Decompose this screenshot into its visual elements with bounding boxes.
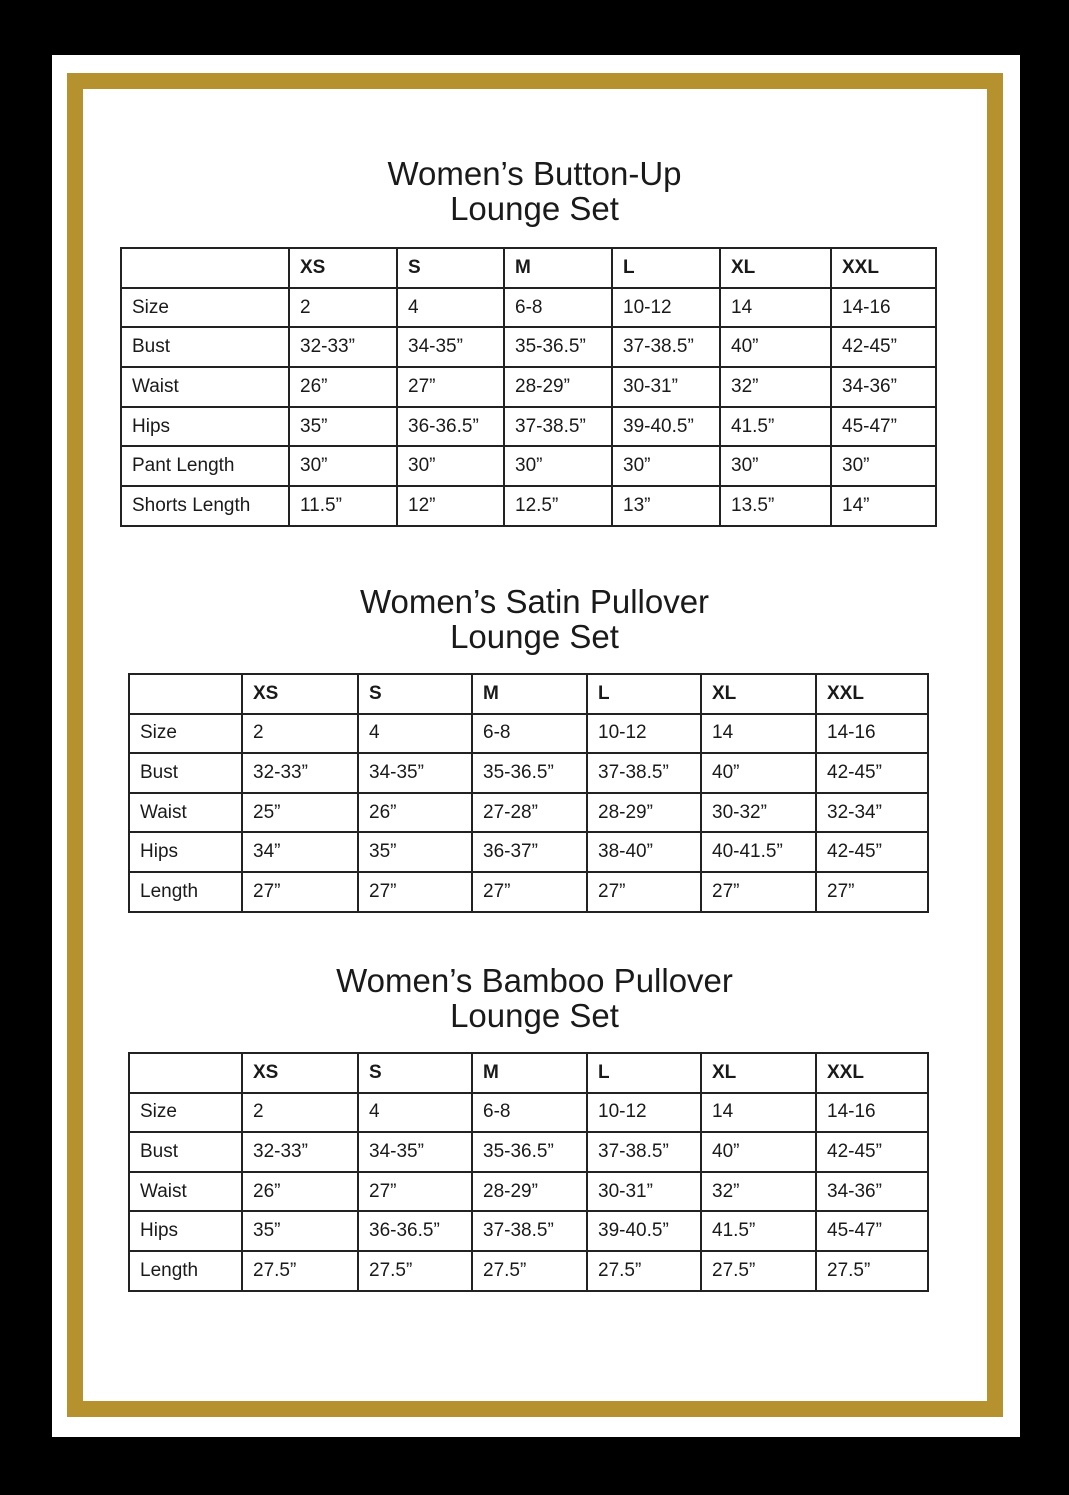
table-cell: 41.5”	[701, 1211, 816, 1251]
row-label: Pant Length	[121, 446, 289, 486]
table-cell: 25”	[242, 793, 358, 833]
table-cell: 35-36.5”	[472, 753, 587, 793]
row-label: Waist	[121, 367, 289, 407]
row-label: Shorts Length	[121, 486, 289, 526]
table-cell: 14”	[831, 486, 936, 526]
table-cell: 30-32”	[701, 793, 816, 833]
table-cell: 35”	[289, 407, 397, 447]
table-cell: 37-38.5”	[612, 327, 720, 367]
table-cell: 14	[701, 714, 816, 754]
header-size-xl: XL	[701, 674, 816, 714]
table-cell: 27”	[701, 872, 816, 912]
satin-title	[0, 584, 1069, 654]
table-row	[129, 1211, 928, 1251]
table-cell: 32”	[701, 1172, 816, 1212]
bamboo-title	[0, 963, 1069, 1033]
table-cell: 27”	[816, 872, 928, 912]
table-cell: 14-16	[831, 288, 936, 328]
table-cell: 27”	[397, 367, 504, 407]
table-cell: 40-41.5”	[701, 832, 816, 872]
table-cell: 10-12	[587, 1093, 701, 1133]
table-cell: 27.5”	[358, 1251, 472, 1291]
button-up-title-line1: Women’s Button-Up	[387, 155, 682, 192]
table-cell: 27.5”	[701, 1251, 816, 1291]
table-cell: 37-38.5”	[587, 1132, 701, 1172]
table-cell: 30”	[612, 446, 720, 486]
button-up-title	[0, 156, 1069, 226]
header-corner-cell	[121, 248, 289, 288]
row-label: Hips	[129, 1211, 242, 1251]
table-cell: 37-38.5”	[587, 753, 701, 793]
table-cell: 13.5”	[720, 486, 831, 526]
row-label: Hips	[129, 832, 242, 872]
table-row	[129, 1172, 928, 1212]
table-cell: 11.5”	[289, 486, 397, 526]
table-cell: 30-31”	[612, 367, 720, 407]
row-label: Size	[129, 1093, 242, 1133]
table-row	[121, 367, 936, 407]
table-cell: 32”	[720, 367, 831, 407]
header-size-xl: XL	[720, 248, 831, 288]
table-cell: 26”	[289, 367, 397, 407]
table-cell: 14-16	[816, 1093, 928, 1133]
table-cell: 34-36”	[831, 367, 936, 407]
table-header-row	[121, 248, 936, 288]
row-label: Bust	[121, 327, 289, 367]
table-cell: 14	[701, 1093, 816, 1133]
header-size-s: S	[397, 248, 504, 288]
table-cell: 27.5”	[587, 1251, 701, 1291]
table-cell: 32-33”	[242, 1132, 358, 1172]
table-cell: 26”	[242, 1172, 358, 1212]
row-label: Length	[129, 1251, 242, 1291]
table-cell: 32-33”	[289, 327, 397, 367]
table-cell: 2	[242, 1093, 358, 1133]
satin-size-table	[128, 673, 929, 913]
table-cell: 27”	[358, 872, 472, 912]
table-cell: 42-45”	[816, 753, 928, 793]
table-cell: 14-16	[816, 714, 928, 754]
table-cell: 37-38.5”	[504, 407, 612, 447]
table-cell: 6-8	[472, 714, 587, 754]
table-cell: 30”	[831, 446, 936, 486]
table-cell: 2	[242, 714, 358, 754]
header-size-l: L	[587, 1053, 701, 1093]
table-row	[129, 753, 928, 793]
row-label: Hips	[121, 407, 289, 447]
table-cell: 39-40.5”	[612, 407, 720, 447]
row-label: Bust	[129, 1132, 242, 1172]
table-cell: 45-47”	[816, 1211, 928, 1251]
header-size-l: L	[587, 674, 701, 714]
header-size-xs: XS	[289, 248, 397, 288]
bamboo-size-table	[128, 1052, 929, 1292]
header-size-xl: XL	[701, 1053, 816, 1093]
table-cell: 30”	[289, 446, 397, 486]
table-cell: 36-37”	[472, 832, 587, 872]
table-cell: 27.5”	[472, 1251, 587, 1291]
table-cell: 37-38.5”	[472, 1211, 587, 1251]
table-cell: 35”	[358, 832, 472, 872]
table-cell: 42-45”	[816, 1132, 928, 1172]
table-cell: 42-45”	[831, 327, 936, 367]
table-cell: 10-12	[612, 288, 720, 328]
button-up-title-line2: Lounge Set	[450, 190, 619, 227]
table-cell: 27”	[472, 872, 587, 912]
row-label: Size	[121, 288, 289, 328]
header-size-xs: XS	[242, 1053, 358, 1093]
table-cell: 30-31”	[587, 1172, 701, 1212]
satin-title-line1: Women’s Satin Pullover	[359, 583, 710, 620]
table-cell: 6-8	[504, 288, 612, 328]
table-cell: 42-45”	[816, 832, 928, 872]
table-cell: 45-47”	[831, 407, 936, 447]
bamboo-title-line2: Lounge Set	[450, 997, 619, 1034]
button-up-size-table	[120, 247, 937, 527]
table-cell: 34”	[242, 832, 358, 872]
table-cell: 35”	[242, 1211, 358, 1251]
header-size-m: M	[504, 248, 612, 288]
table-cell: 34-36”	[816, 1172, 928, 1212]
table-cell: 4	[358, 1093, 472, 1133]
header-size-m: M	[472, 674, 587, 714]
table-cell: 38-40”	[587, 832, 701, 872]
table-cell: 41.5”	[720, 407, 831, 447]
table-cell: 10-12	[587, 714, 701, 754]
header-size-xs: XS	[242, 674, 358, 714]
table-row	[129, 872, 928, 912]
row-label: Waist	[129, 793, 242, 833]
table-cell: 12.5”	[504, 486, 612, 526]
table-cell: 28-29”	[587, 793, 701, 833]
table-cell: 30”	[720, 446, 831, 486]
table-cell: 4	[358, 714, 472, 754]
table-cell: 28-29”	[504, 367, 612, 407]
table-row	[121, 446, 936, 486]
row-label: Bust	[129, 753, 242, 793]
row-label: Length	[129, 872, 242, 912]
table-row	[129, 832, 928, 872]
table-cell: 36-36.5”	[358, 1211, 472, 1251]
row-label: Waist	[129, 1172, 242, 1212]
table-row	[129, 1132, 928, 1172]
header-size-s: S	[358, 1053, 472, 1093]
table-cell: 40”	[720, 327, 831, 367]
table-cell: 4	[397, 288, 504, 328]
table-header-row	[129, 674, 928, 714]
header-corner-cell	[129, 674, 242, 714]
table-cell: 28-29”	[472, 1172, 587, 1212]
bamboo-title-line1: Women’s Bamboo Pullover	[336, 962, 733, 999]
table-row	[129, 1251, 928, 1291]
header-size-m: M	[472, 1053, 587, 1093]
table-cell: 27-28”	[472, 793, 587, 833]
header-size-l: L	[612, 248, 720, 288]
table-cell: 34-35”	[358, 1132, 472, 1172]
header-size-s: S	[358, 674, 472, 714]
table-header-row	[129, 1053, 928, 1093]
header-size-xxl: XXL	[816, 674, 928, 714]
table-cell: 27.5”	[816, 1251, 928, 1291]
table-cell: 40”	[701, 1132, 816, 1172]
table-cell: 30”	[397, 446, 504, 486]
table-row	[129, 1093, 928, 1133]
header-corner-cell	[129, 1053, 242, 1093]
table-cell: 6-8	[472, 1093, 587, 1133]
table-cell: 12”	[397, 486, 504, 526]
table-cell: 30”	[504, 446, 612, 486]
table-row	[121, 327, 936, 367]
table-row	[129, 793, 928, 833]
satin-title-line2: Lounge Set	[450, 618, 619, 655]
table-cell: 32-33”	[242, 753, 358, 793]
row-label: Size	[129, 714, 242, 754]
header-size-xxl: XXL	[831, 248, 936, 288]
table-cell: 13”	[612, 486, 720, 526]
table-cell: 35-36.5”	[504, 327, 612, 367]
table-row	[129, 714, 928, 754]
table-row	[121, 288, 936, 328]
table-cell: 27”	[358, 1172, 472, 1212]
table-cell: 27.5”	[242, 1251, 358, 1291]
table-cell: 40”	[701, 753, 816, 793]
table-cell: 39-40.5”	[587, 1211, 701, 1251]
table-cell: 27”	[242, 872, 358, 912]
table-cell: 32-34”	[816, 793, 928, 833]
table-row	[121, 486, 936, 526]
table-cell: 35-36.5”	[472, 1132, 587, 1172]
table-cell: 34-35”	[397, 327, 504, 367]
table-cell: 27”	[587, 872, 701, 912]
table-row	[121, 407, 936, 447]
table-cell: 26”	[358, 793, 472, 833]
table-cell: 2	[289, 288, 397, 328]
table-cell: 14	[720, 288, 831, 328]
header-size-xxl: XXL	[816, 1053, 928, 1093]
table-cell: 36-36.5”	[397, 407, 504, 447]
table-cell: 34-35”	[358, 753, 472, 793]
